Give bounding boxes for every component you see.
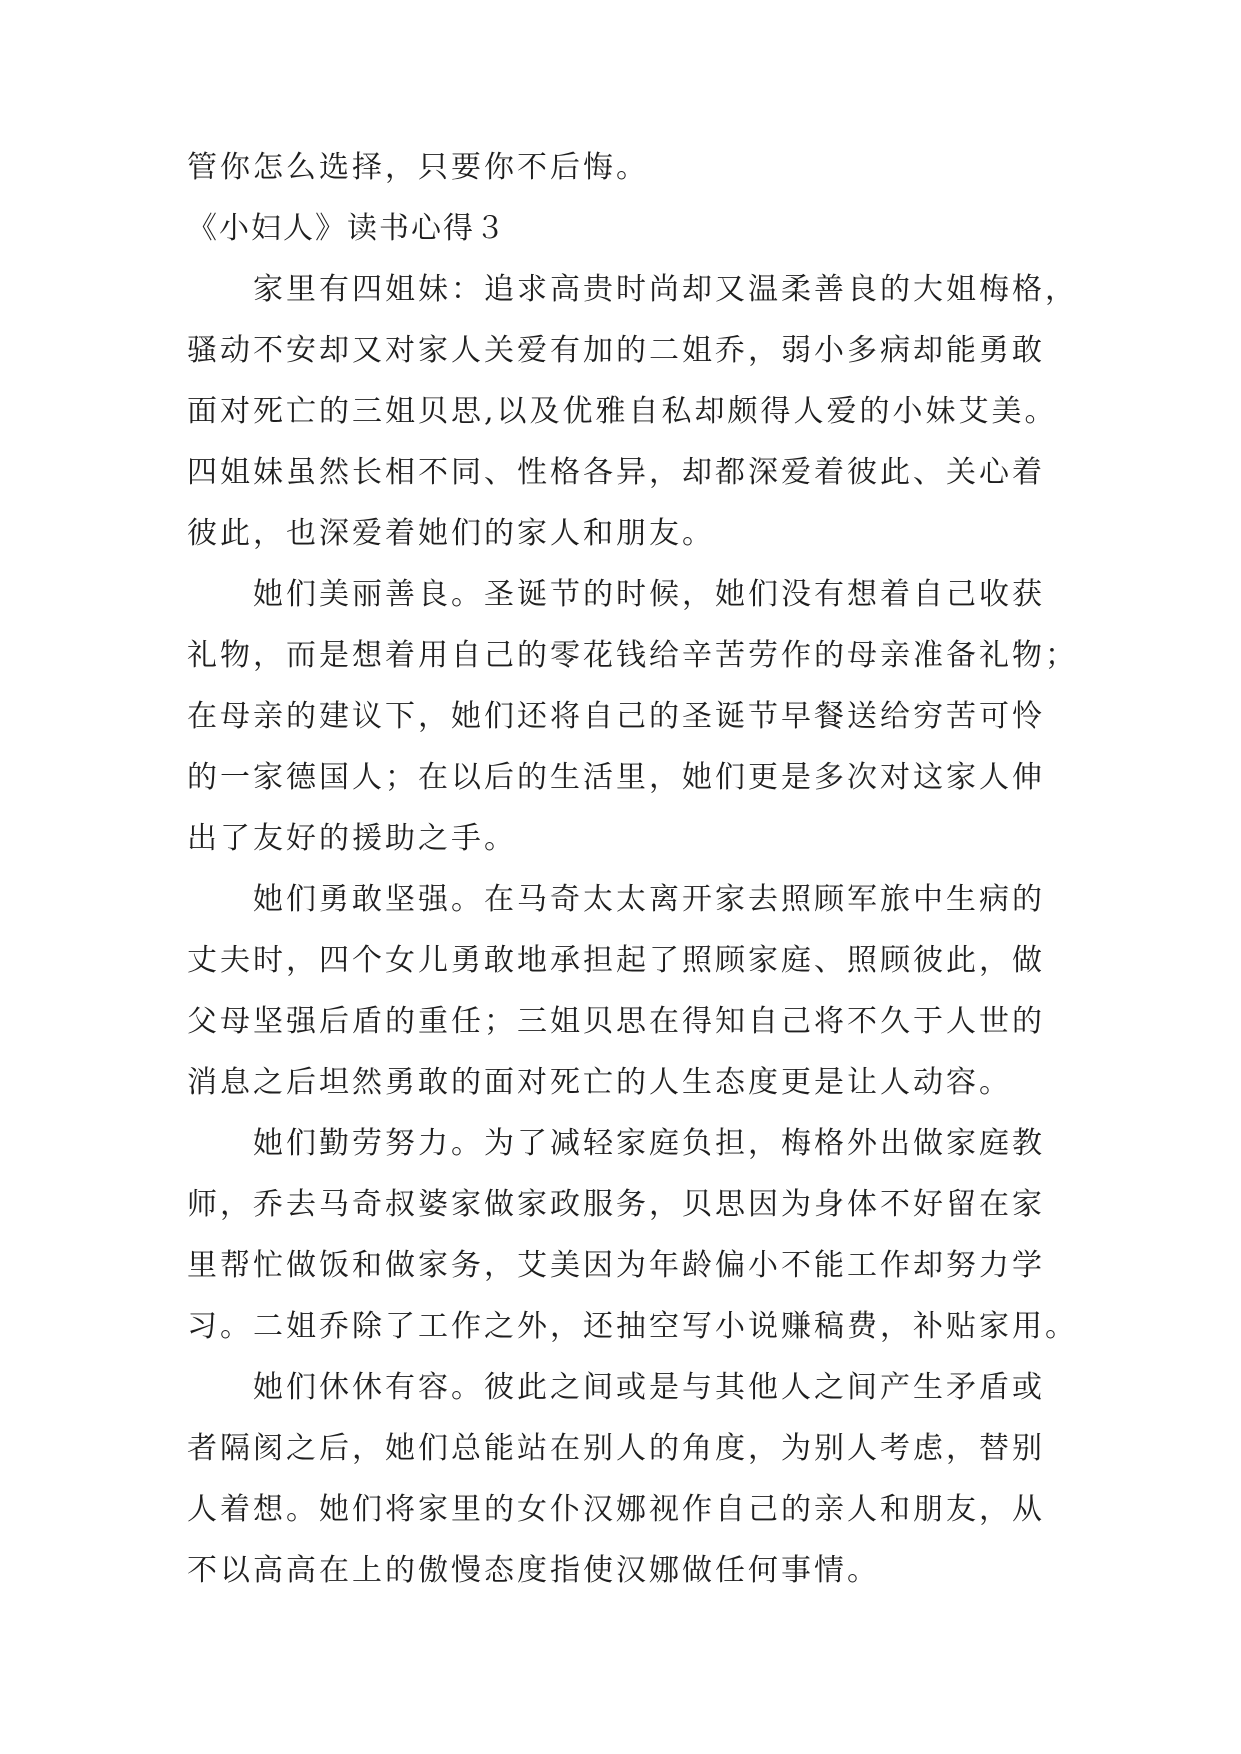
paragraph-line: 出了友好的援助之手。 — [187, 821, 517, 856]
paragraph-line: 不以高高在上的傲慢态度指使汉娜做任何事情。 — [187, 1553, 880, 1588]
paragraph-line: 习。二姐乔除了工作之外，还抽空写小说赚稿费，补贴家用。 — [187, 1309, 1078, 1344]
section-heading: 《小妇人》读书心得３ — [187, 211, 507, 246]
paragraph-line: 四姐妹虽然长相不同、性格各异，却都深爱着彼此、关心着 — [187, 455, 1045, 490]
paragraph-line: 家里有四姐妹：追求高贵时尚却又温柔善良的大姐梅格， — [253, 272, 1078, 307]
paragraph-line: 她们勇敢坚强。在马奇太太离开家去照顾军旅中生病的 — [253, 882, 1045, 917]
text-line: 管你怎么选择，只要你不后悔。 — [187, 150, 649, 185]
paragraph-line: 骚动不安却又对家人关爱有加的二姐乔，弱小多病却能勇敢 — [187, 333, 1045, 368]
paragraph-line: 的一家德国人；在以后的生活里，她们更是多次对这家人伸 — [187, 760, 1045, 795]
paragraph-line: 师，乔去马奇叔婆家做家政服务，贝思因为身体不好留在家 — [187, 1187, 1045, 1222]
paragraph-line: 者隔阂之后，她们总能站在别人的角度，为别人考虑，替别 — [187, 1431, 1045, 1466]
paragraph-line: 里帮忙做饭和做家务，艾美因为年龄偏小不能工作却努力学 — [187, 1248, 1045, 1283]
paragraph-line: 人着想。她们将家里的女仆汉娜视作自己的亲人和朋友，从 — [187, 1492, 1045, 1527]
paragraph-line: 父母坚强后盾的重任；三姐贝思在得知自己将不久于人世的 — [187, 1004, 1045, 1039]
paragraph-line: 她们休休有容。彼此之间或是与其他人之间产生矛盾或 — [253, 1370, 1045, 1405]
paragraph-line: 她们勤劳努力。为了减轻家庭负担，梅格外出做家庭教 — [253, 1126, 1045, 1161]
paragraph-line: 彼此，也深爱着她们的家人和朋友。 — [187, 516, 715, 551]
paragraph-line: 礼物，而是想着用自己的零花钱给辛苦劳作的母亲准备礼物； — [187, 638, 1078, 673]
paragraph-line: 在母亲的建议下，她们还将自己的圣诞节早餐送给穷苦可怜 — [187, 699, 1045, 734]
paragraph-line: 面对死亡的三姐贝思,以及优雅自私却颇得人爱的小妹艾美。 — [187, 394, 1058, 429]
paragraph-line: 消息之后坦然勇敢的面对死亡的人生态度更是让人动容。 — [187, 1065, 1012, 1100]
paragraph-line: 丈夫时，四个女儿勇敢地承担起了照顾家庭、照顾彼此，做 — [187, 943, 1045, 978]
paragraph-line: 她们美丽善良。圣诞节的时候，她们没有想着自己收获 — [253, 577, 1045, 612]
